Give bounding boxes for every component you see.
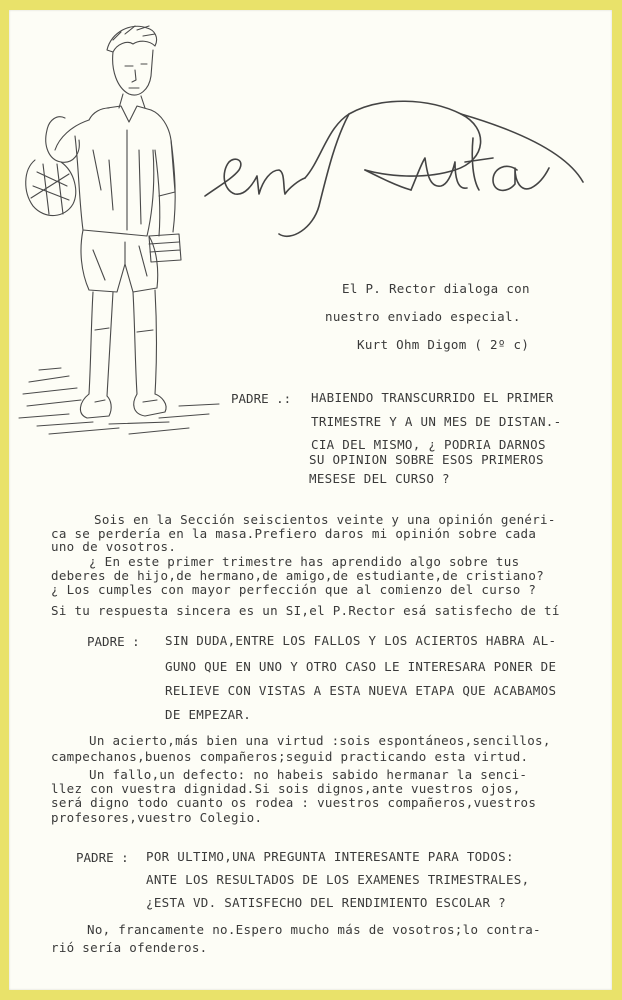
answer-1-line-6: ¿ Los cumples con mayor perfección que al comienzo del curso ? — [51, 582, 537, 597]
answer-2-line-4: llez con vuestra dignidad.Si sois dignos,ante vuestros ojos, — [51, 781, 521, 796]
question-1-line-5: MESESE DEL CURSO ? — [309, 471, 450, 486]
answer-2-line-3: Un fallo,un defecto: no habeis sabido hermanar la senci- — [89, 767, 528, 782]
question-1-line-3: CIA DEL MISMO, ¿ PODRIA DARNOS — [311, 437, 546, 452]
title-logo — [205, 101, 583, 236]
answer-1-line-1: Sois en la Sección seiscientos veinte y una opinión genéri- — [94, 512, 556, 527]
intro-line-1: El P. Rector dialoga con — [342, 281, 530, 296]
answer-2-line-5: será digno todo cuanto os rodea : vuestros compañeros,vuestros — [51, 795, 537, 810]
question-3-line-2: ANTE LOS RESULTADOS DE LOS EXAMENES TRIMESTRALES, — [146, 872, 530, 887]
answer-2-line-1: Un acierto,más bien una virtud :sois espontáneos,sencillos, — [89, 733, 551, 748]
hiker-boy-illustration — [19, 26, 219, 434]
question-2-line-1: SIN DUDA,ENTRE LOS FALLOS Y LOS ACIERTOS HABRA AL- — [165, 633, 557, 648]
question-3-speaker: PADRE : — [76, 850, 129, 865]
question-3-line-3: ¿ESTA VD. SATISFECHO DEL RENDIMIENTO ESCOLAR ? — [146, 895, 506, 910]
question-3-line-1: POR ULTIMO,UNA PREGUNTA INTERESANTE PARA TODOS: — [146, 849, 514, 864]
magazine-page — [9, 10, 612, 990]
question-1-line-1: HABIENDO TRANSCURRIDO EL PRIMER — [311, 390, 554, 405]
question-1-line-2: TRIMESTRE Y A UN MES DE DISTAN.- — [311, 414, 562, 429]
answer-1-line-7: Si tu respuesta sincera es un SI,el P.Rector esá satisfecho de tí — [51, 603, 560, 618]
question-1-line-4: SU OPINION SOBRE ESOS PRIMEROS — [309, 452, 544, 467]
question-1-speaker: PADRE .: — [231, 391, 292, 406]
question-2-line-3: RELIEVE CON VISTAS A ESTA NUEVA ETAPA QUE ACABAMOS — [165, 683, 557, 698]
intro-line-3: Kurt Ohm Digom ( 2º c) — [357, 337, 530, 352]
answer-3-line-2: rió sería ofenderos. — [51, 940, 208, 955]
answer-2-line-6: profesores,vuestro Colegio. — [51, 810, 263, 825]
question-2-line-2: GUNO QUE EN UNO Y OTRO CASO LE INTERESARA PONER DE — [165, 659, 557, 674]
answer-1-line-3: uno de vosotros. — [51, 539, 177, 554]
answer-2-line-2: campechanos,buenos compañeros;seguid practicando esta virtud. — [51, 749, 529, 764]
question-2-speaker: PADRE : — [87, 634, 140, 649]
intro-line-2: nuestro enviado especial. — [325, 309, 521, 324]
answer-1-line-5: deberes de hijo,de hermano,de amigo,de estudiante,de cristiano? — [51, 568, 545, 583]
answer-1-line-4: ¿ En este primer trimestre has aprendido algo sobre tus — [89, 554, 520, 569]
question-2-line-4: DE EMPEZAR. — [165, 707, 252, 722]
answer-3-line-1: No, francamente no.Espero mucho más de vosotros;lo contra- — [87, 922, 541, 937]
answer-1-line-2: ca se perdería en la masa.Prefiero daros mi opinión sobre cada — [51, 526, 537, 541]
